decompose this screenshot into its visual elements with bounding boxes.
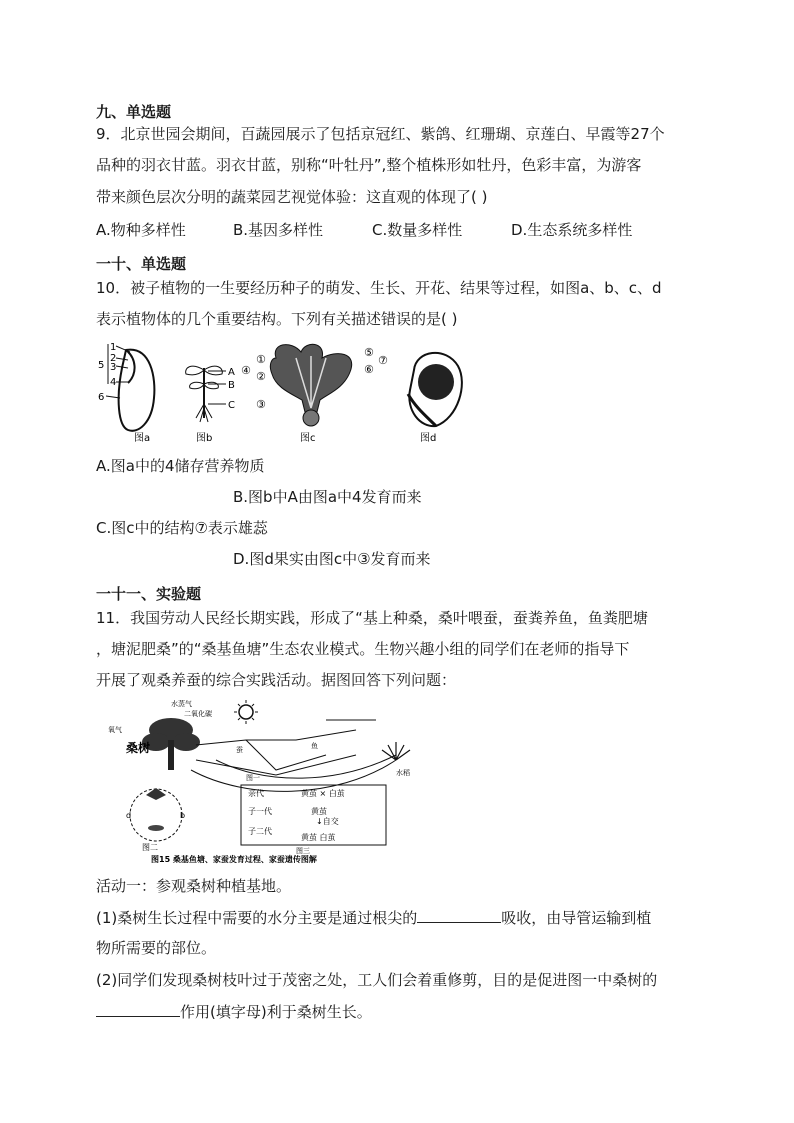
label-co2: 二氧化碳 (184, 710, 212, 718)
section-heading-10: 一十、单选题 (96, 255, 187, 273)
answer-blank-2[interactable] (96, 1001, 180, 1017)
fig-b-label-b: B (228, 380, 235, 391)
fig-c-label-7: ⑦ (378, 354, 388, 367)
q11-sub1-prefix: (1)桑树生长过程中需要的水分主要是通过根尖的 (96, 909, 418, 927)
fig-a-label-1: 1 (110, 342, 117, 353)
label-figure-2: 图二 (142, 843, 158, 852)
fig-c-label-4: ④ (241, 364, 251, 377)
fig-a-label-4: 4 (110, 377, 117, 388)
q10-option-a[interactable]: A.图a中的4储存营养物质 (96, 457, 265, 475)
q10-line-1: 10．被子植物的一生要经历种子的萌发、生长、开花、结果等过程，如图a、b、c、d (96, 279, 662, 297)
label-fish: 鱼 (311, 742, 318, 750)
fig-a-label-2: 2 (110, 353, 117, 364)
silkworm-life-cycle (126, 788, 185, 852)
q10-option-c[interactable]: C.图c中的结构⑦表示雄蕊 (96, 519, 268, 537)
fig-c-label-5: ⑤ (364, 346, 374, 359)
mulberry-fishpond-figure (96, 700, 426, 865)
svg-text:b: b (180, 811, 186, 820)
q10-option-d[interactable]: D.图d果实由图c中③发育而来 (233, 550, 431, 568)
q11-sub1-line-1 (96, 907, 651, 928)
fig-a-label-5: 5 (98, 360, 105, 371)
q11-sub1-suffix: 吸收，由导管运输到植 (501, 909, 652, 927)
sun-icon (234, 700, 258, 724)
figure-b-seedling (186, 366, 235, 444)
label-water-vapor: 水蒸气 (171, 700, 192, 708)
fig-c-label-1: ① (256, 353, 266, 366)
fig-d-caption: 图d (420, 433, 437, 444)
q9-option-a[interactable]: A.物种多样性 (96, 221, 186, 239)
activity-1: 活动一：参观桑树种植基地。 (96, 877, 292, 895)
q11-sub1-line-2: 物所需要的部位。 (96, 939, 217, 957)
section-heading-9: 九、单选题 (96, 103, 172, 121)
q11-sub2-suffix: 作用(填字母)利于桑树生长。 (180, 1003, 372, 1021)
label-silkworm: 蚕 (236, 746, 243, 754)
genetics-diagram (241, 785, 386, 855)
label-figure-1: 图一 (246, 774, 260, 782)
label-o2: 氧气 (108, 726, 122, 734)
q9-line-2: 品种的羽衣甘蓝。羽衣甘蓝，别称“叶牡丹”,整个植株形如牡丹，色彩丰富，为游客 (96, 156, 642, 174)
label-figure-3: 图三 (296, 847, 310, 855)
fig-c-label-6: ⑥ (364, 363, 374, 376)
section-heading-11: 一十一、实验题 (96, 585, 202, 603)
fig-c-label-3: ③ (256, 398, 266, 411)
gen-cell-self: ↓自交 (316, 817, 339, 826)
svg-text:d: d (126, 811, 132, 820)
q11-sub2-line-2 (96, 1001, 372, 1022)
gen-cell-parents: 黄茧 × 白茧 (301, 789, 345, 798)
figure-c-flower (241, 344, 388, 444)
figure-d-fruit (408, 353, 462, 444)
tree-label: 桑树 (126, 741, 151, 755)
fig-a-label-3: 3 (110, 362, 117, 373)
fig-c-caption: 图c (300, 433, 316, 444)
gen-row-1: 亲代 (248, 789, 264, 798)
figure-15-caption: 图15 桑基鱼塘、家蚕发育过程、家蚕遗传图解 (151, 855, 317, 864)
figure-a-seed (98, 342, 154, 444)
q11-line-3: 开展了观桑养蚕的综合实践活动。据图回答下列问题： (96, 671, 457, 689)
q11-sub2-line-1: (2)同学们发现桑树枝叶过于茂密之处，工人们会着重修剪，目的是促进图一中桑树的 (96, 971, 658, 989)
fig-b-caption: 图b (196, 433, 213, 444)
q9-line-3: 带来颜色层次分明的蔬菜园艺视觉体验：这直观的体现了( ) (96, 188, 488, 206)
fig-b-label-a: A (228, 367, 235, 378)
fig-c-label-2: ② (256, 370, 266, 383)
q10-line-2: 表示植物体的几个重要结构。下列有关描述错误的是( ) (96, 310, 458, 328)
q11-line-2: ，塘泥肥桑”的“桑基鱼塘”生态农业模式。生物兴趣小组的同学们在老师的指导下 (96, 640, 630, 658)
q10-option-b[interactable]: B.图b中A由图a中4发育而来 (233, 488, 422, 506)
fig-b-label-c: C (228, 400, 235, 411)
gen-row-3: 子二代 (248, 827, 272, 836)
gen-cell-f1: 黄茧 (311, 807, 327, 816)
gen-cell-f2: 黄茧 白茧 (301, 833, 336, 842)
answer-blank-1[interactable] (417, 907, 501, 923)
q9-line-1: 9．北京世园会期间，百蔬园展示了包括京冠红、紫鸽、红珊瑚、京莲白、早霞等27个 (96, 125, 665, 143)
q11-line-1: 11．我国劳动人民经长期实践，形成了“基上种桑，桑叶喂蚕，蚕粪养鱼，鱼粪肥塘 (96, 609, 648, 627)
plant-structures-figure (96, 338, 476, 446)
mulberry-tree (108, 700, 212, 770)
fig-a-caption: 图a (134, 433, 151, 444)
q9-option-b[interactable]: B.基因多样性 (233, 221, 324, 239)
gen-row-2: 子一代 (248, 807, 272, 816)
label-rice: 水稻 (396, 769, 410, 777)
fig-a-label-6: 6 (98, 392, 105, 403)
q9-option-d[interactable]: D.生态系统多样性 (511, 221, 633, 239)
q9-option-c[interactable]: C.数量多样性 (372, 221, 463, 239)
